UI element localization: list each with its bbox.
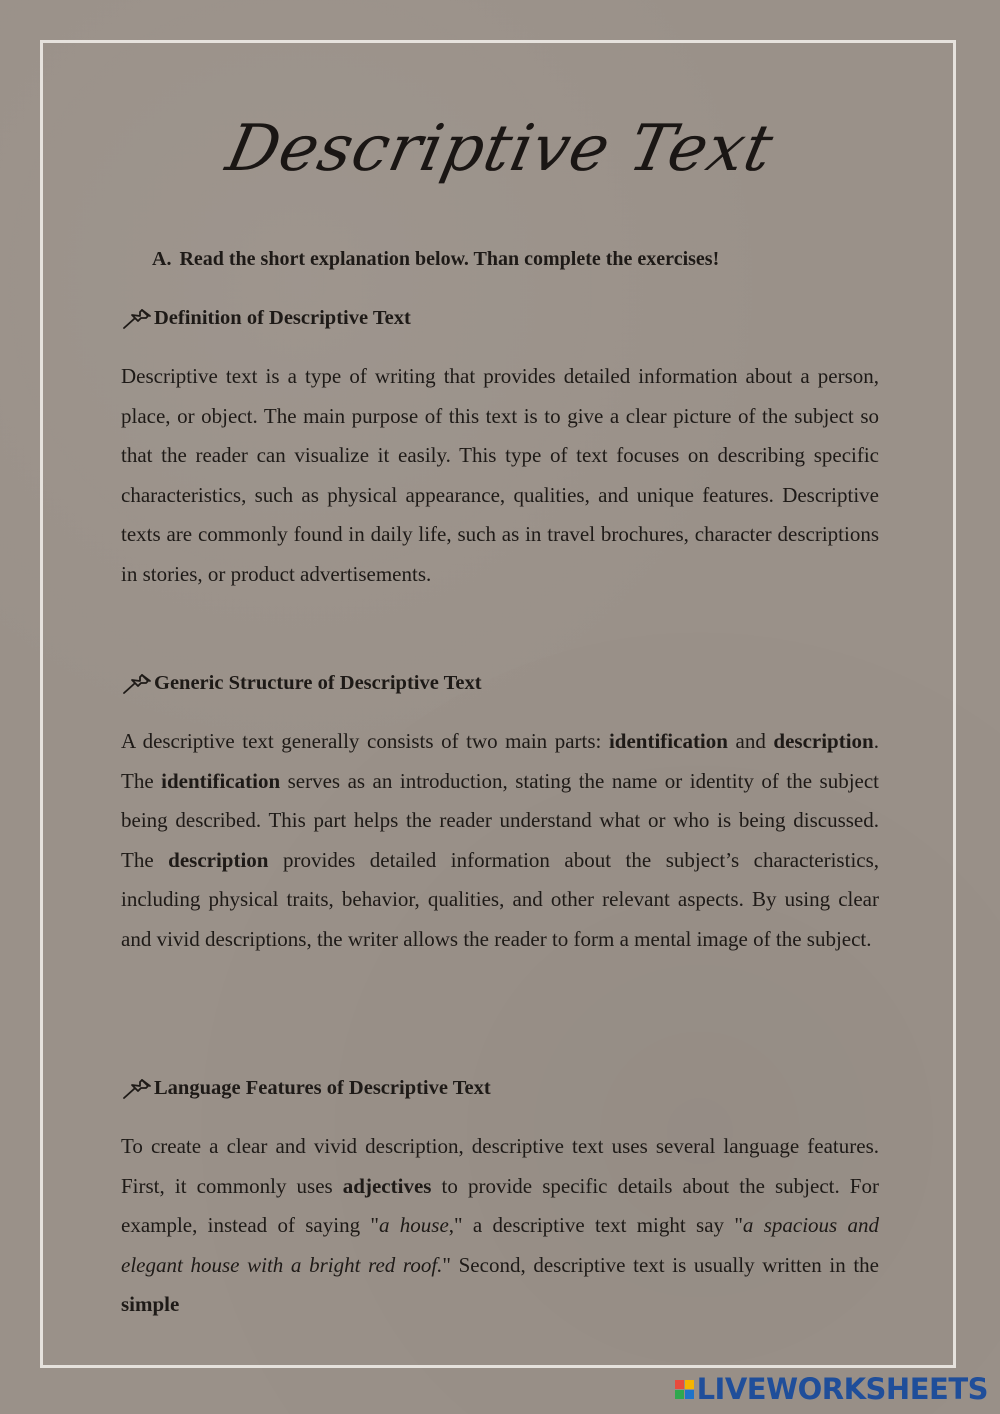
text-run: to provide specific details about the subject. For example, instead of saying " xyxy=(121,1173,879,1238)
text-run: . The xyxy=(121,729,879,793)
section-heading-language-features xyxy=(122,1076,491,1100)
italic-example: a spacious and elegant house with a bright red roof. xyxy=(121,1213,880,1277)
pushpin-icon xyxy=(122,671,154,695)
bold-term-description: description xyxy=(773,729,874,753)
instruction-number: A. xyxy=(152,248,172,270)
page-title: Descriptive Text xyxy=(220,112,780,186)
text-run: provides detailed information about the subject’s characteristics, including physical traits, behavior, qualities, and other relevant aspects. By using clear and vivid descriptions, the writer allows the reader to form a mental image of the subject. xyxy=(121,847,880,951)
text-run: A descriptive text generally consists of two main parts: xyxy=(121,729,602,753)
section-heading-text: Definition of Descriptive Text xyxy=(154,306,411,329)
instruction xyxy=(152,248,719,271)
structure-paragraph xyxy=(121,722,879,960)
text-run: serves as an introduction, stating the name or identity of the subject being described. This part helps the reader understand what or who is being discussed. The xyxy=(121,768,880,872)
text-run: ," a descriptive text might say " xyxy=(448,1213,743,1238)
bold-term-simple: simple xyxy=(121,1292,180,1317)
liveworksheets-logo xyxy=(675,1372,988,1406)
section-heading-text: Generic Structure of Descriptive Text xyxy=(154,671,482,694)
section-heading-structure xyxy=(122,671,482,695)
logo-text: LIVEWORKSHEETS xyxy=(696,1372,988,1406)
bold-term-identification: identification xyxy=(608,729,728,753)
text-run: " Second, descriptive text is usually written in the xyxy=(442,1252,879,1277)
pushpin-icon xyxy=(122,306,154,330)
bold-term-identification: identification xyxy=(161,768,281,793)
section-heading-text: Language Features of Descriptive Text xyxy=(154,1076,491,1099)
italic-example: a house xyxy=(378,1213,449,1238)
definition-paragraph: Descriptive text is a type of writing that provides detailed information about a person, place, or object. The main purpose of this text is to give a clear picture of the subject so that the reader can visualize it easily. This type of text focuses on describing specific characteristics, such as physical appearance, qualities, and unique features. Descriptive texts are commonly found in daily life, such as in travel brochures, character descriptions in stories, or product advertisements. xyxy=(121,364,879,586)
bold-term-description: description xyxy=(168,847,269,872)
text-run: To create a clear and vivid description, descriptive text uses several language features. First, it commonly uses xyxy=(121,1134,879,1198)
language-features-paragraph xyxy=(121,1127,879,1325)
logo-mark-icon xyxy=(675,1380,694,1399)
section-heading-definition xyxy=(122,306,411,330)
instruction-text: Read the short explanation below. Than complete the exercises! xyxy=(179,248,720,270)
bold-term-adjectives: adjectives xyxy=(342,1173,432,1198)
text-run: and xyxy=(735,729,766,753)
pushpin-icon xyxy=(122,1076,154,1100)
